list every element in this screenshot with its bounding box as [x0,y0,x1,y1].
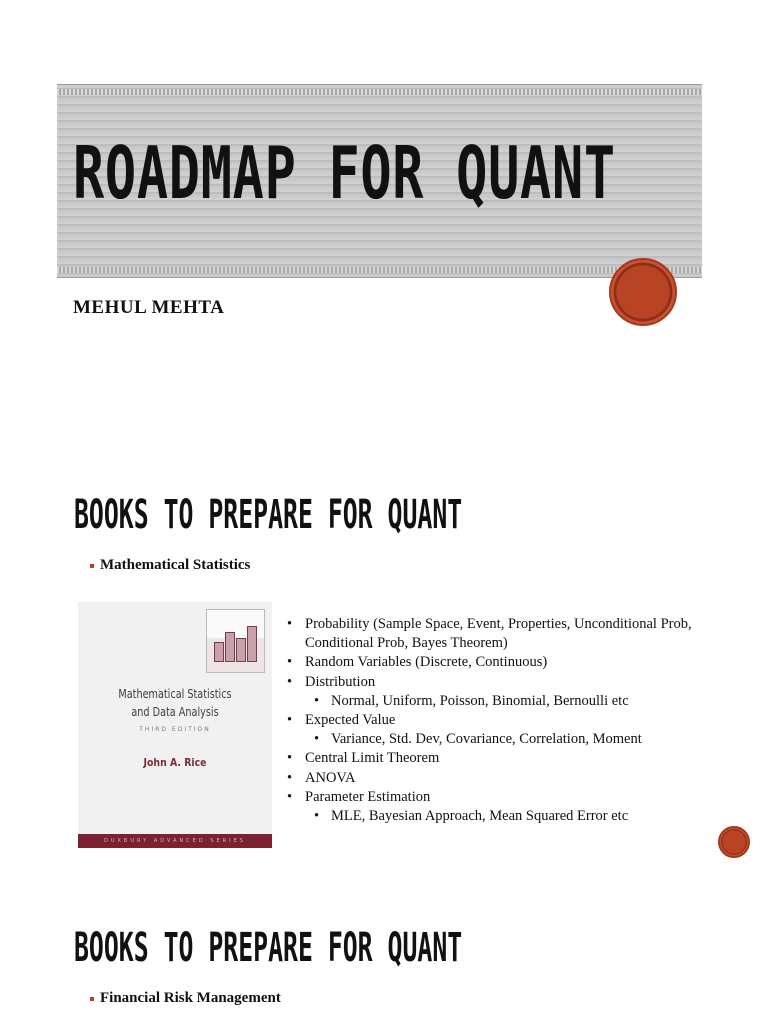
list-item: • Random Variables (Discrete, Continuous) [287,653,717,672]
list-item: • Distribution [287,673,717,692]
boxplot-illustration-icon [206,609,265,673]
subheading-financial-risk-management: Financial Risk Management [90,990,281,1007]
topic-list [287,615,717,826]
accent-circle-icon [718,826,750,858]
book-title: Mathematical Statistics and Data Analysis [118,686,232,719]
list-item: • Central Limit Theorem [287,749,717,768]
list-item: • Variance, Std. Dev, Covariance, Correlation, Moment [287,730,717,749]
title-banner [57,84,702,278]
list-item: • Normal, Uniform, Poisson, Binomial, Bernoulli etc [287,692,717,711]
author-name: MEHUL MEHTA [73,297,225,318]
list-item: • Parameter Estimation [287,788,717,807]
section-heading-books: BOOKS TO PREPARE FOR QUANT [74,925,463,971]
list-item: • Expected Value [287,711,717,730]
presentation-title: ROADMAP FOR QUANT [73,131,616,215]
list-item: • ANOVA [287,769,717,788]
list-item: • Probability (Sample Space, Event, Properties, Unconditional Prob, Conditional Prob, Bayes Theorem) [287,615,717,653]
book-author: John A. Rice [143,756,207,769]
section-heading-books: BOOKS TO PREPARE FOR QUANT [74,492,463,538]
book-cover-image [78,602,272,848]
book-series-band: DUXBURY ADVANCED SERIES [78,834,272,848]
book-edition: THIRD EDITION [139,726,211,733]
accent-circle-icon [609,258,677,326]
subheading-mathematical-statistics: Mathematical Statistics [90,557,250,574]
list-item: • MLE, Bayesian Approach, Mean Squared Error etc [287,807,717,826]
